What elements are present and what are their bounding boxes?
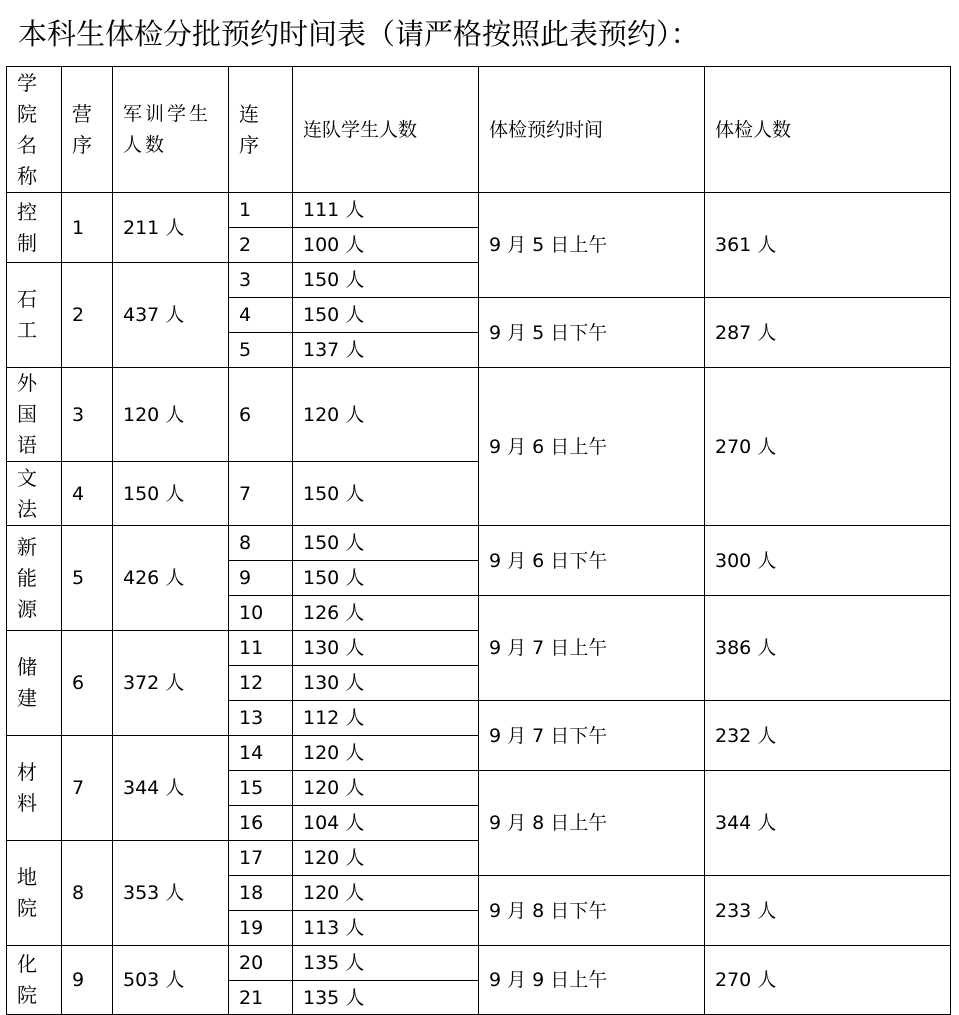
exam-count: 270 人 (705, 946, 951, 1015)
training-count: 503 人 (113, 946, 229, 1015)
training-count: 372 人 (113, 631, 229, 736)
exam-count: 344 人 (705, 771, 951, 876)
training-count: 150 人 (113, 462, 229, 526)
exam-count: 361 人 (705, 193, 951, 298)
company-no: 9 (229, 561, 293, 596)
exam-time: 9 月 8 日下午 (479, 876, 705, 946)
company-no: 2 (229, 228, 293, 263)
company-no: 6 (229, 368, 293, 462)
battalion-no: 6 (62, 631, 113, 736)
exam-time: 9 月 6 日下午 (479, 526, 705, 596)
company-no: 3 (229, 263, 293, 298)
exam-time: 9 月 8 日上午 (479, 771, 705, 876)
college-name: 石工 (7, 263, 62, 368)
company-count: 150 人 (293, 526, 479, 561)
exam-count: 270 人 (705, 368, 951, 526)
college-name: 新能源 (7, 526, 62, 631)
company-no: 16 (229, 806, 293, 841)
exam-time: 9 月 9 日上午 (479, 946, 705, 1015)
training-count: 426 人 (113, 526, 229, 631)
college-name: 化院 (7, 946, 62, 1015)
training-count: 437 人 (113, 263, 229, 368)
company-count: 120 人 (293, 736, 479, 771)
header-training-count: 军训学生人数 (113, 67, 229, 193)
company-count: 150 人 (293, 462, 479, 526)
exam-count: 233 人 (705, 876, 951, 946)
college-name: 文法 (7, 462, 62, 526)
training-count: 344 人 (113, 736, 229, 841)
company-count: 120 人 (293, 368, 479, 462)
training-count: 211 人 (113, 193, 229, 263)
header-exam-count: 体检人数 (705, 67, 951, 193)
battalion-no: 1 (62, 193, 113, 263)
battalion-no: 7 (62, 736, 113, 841)
battalion-no: 8 (62, 841, 113, 946)
college-name: 储建 (7, 631, 62, 736)
company-count: 100 人 (293, 228, 479, 263)
company-no: 5 (229, 333, 293, 368)
company-no: 18 (229, 876, 293, 911)
header-battalion: 营序 (62, 67, 113, 193)
exam-count: 300 人 (705, 526, 951, 596)
exam-time: 9 月 7 日上午 (479, 596, 705, 701)
exam-count: 287 人 (705, 298, 951, 368)
company-no: 7 (229, 462, 293, 526)
battalion-no: 3 (62, 368, 113, 462)
exam-time: 9 月 7 日下午 (479, 701, 705, 771)
company-no: 21 (229, 981, 293, 1015)
table-row (7, 946, 951, 981)
table-row (7, 368, 951, 462)
header-company: 连序 (229, 67, 293, 193)
battalion-no: 9 (62, 946, 113, 1015)
page-title: 本科生体检分批预约时间表（请严格按照此表预约）： (18, 17, 700, 51)
college-name: 外国语 (7, 368, 62, 462)
company-no: 11 (229, 631, 293, 666)
company-no: 12 (229, 666, 293, 701)
company-no: 13 (229, 701, 293, 736)
company-count: 120 人 (293, 841, 479, 876)
company-count: 120 人 (293, 876, 479, 911)
college-name: 地院 (7, 841, 62, 946)
exam-time: 9 月 5 日上午 (479, 193, 705, 298)
training-count: 120 人 (113, 368, 229, 462)
table-row (7, 193, 951, 228)
battalion-no: 4 (62, 462, 113, 526)
header-company-count: 连队学生人数 (293, 67, 479, 193)
company-no: 19 (229, 911, 293, 946)
college-name: 材料 (7, 736, 62, 841)
company-no: 14 (229, 736, 293, 771)
exam-time: 9 月 6 日上午 (479, 368, 705, 526)
company-count: 135 人 (293, 946, 479, 981)
company-no: 4 (229, 298, 293, 333)
battalion-no: 2 (62, 263, 113, 368)
company-count: 130 人 (293, 631, 479, 666)
header-row (7, 67, 951, 193)
table-row (7, 526, 951, 561)
company-count: 111 人 (293, 193, 479, 228)
company-count: 126 人 (293, 596, 479, 631)
company-no: 8 (229, 526, 293, 561)
exam-count: 386 人 (705, 596, 951, 701)
company-count: 120 人 (293, 771, 479, 806)
company-no: 20 (229, 946, 293, 981)
company-count: 104 人 (293, 806, 479, 841)
schedule-table (6, 66, 951, 1015)
training-count: 353 人 (113, 841, 229, 946)
company-count: 150 人 (293, 263, 479, 298)
header-time: 体检预约时间 (479, 67, 705, 193)
company-count: 150 人 (293, 298, 479, 333)
company-count: 135 人 (293, 981, 479, 1015)
company-no: 15 (229, 771, 293, 806)
college-name: 控制 (7, 193, 62, 263)
company-no: 10 (229, 596, 293, 631)
company-no: 17 (229, 841, 293, 876)
company-count: 150 人 (293, 561, 479, 596)
company-count: 130 人 (293, 666, 479, 701)
battalion-no: 5 (62, 526, 113, 631)
company-count: 137 人 (293, 333, 479, 368)
exam-count: 232 人 (705, 701, 951, 771)
company-count: 113 人 (293, 911, 479, 946)
exam-time: 9 月 5 日下午 (479, 298, 705, 368)
company-count: 112 人 (293, 701, 479, 736)
company-no: 1 (229, 193, 293, 228)
header-college: 学院名称 (7, 67, 62, 193)
